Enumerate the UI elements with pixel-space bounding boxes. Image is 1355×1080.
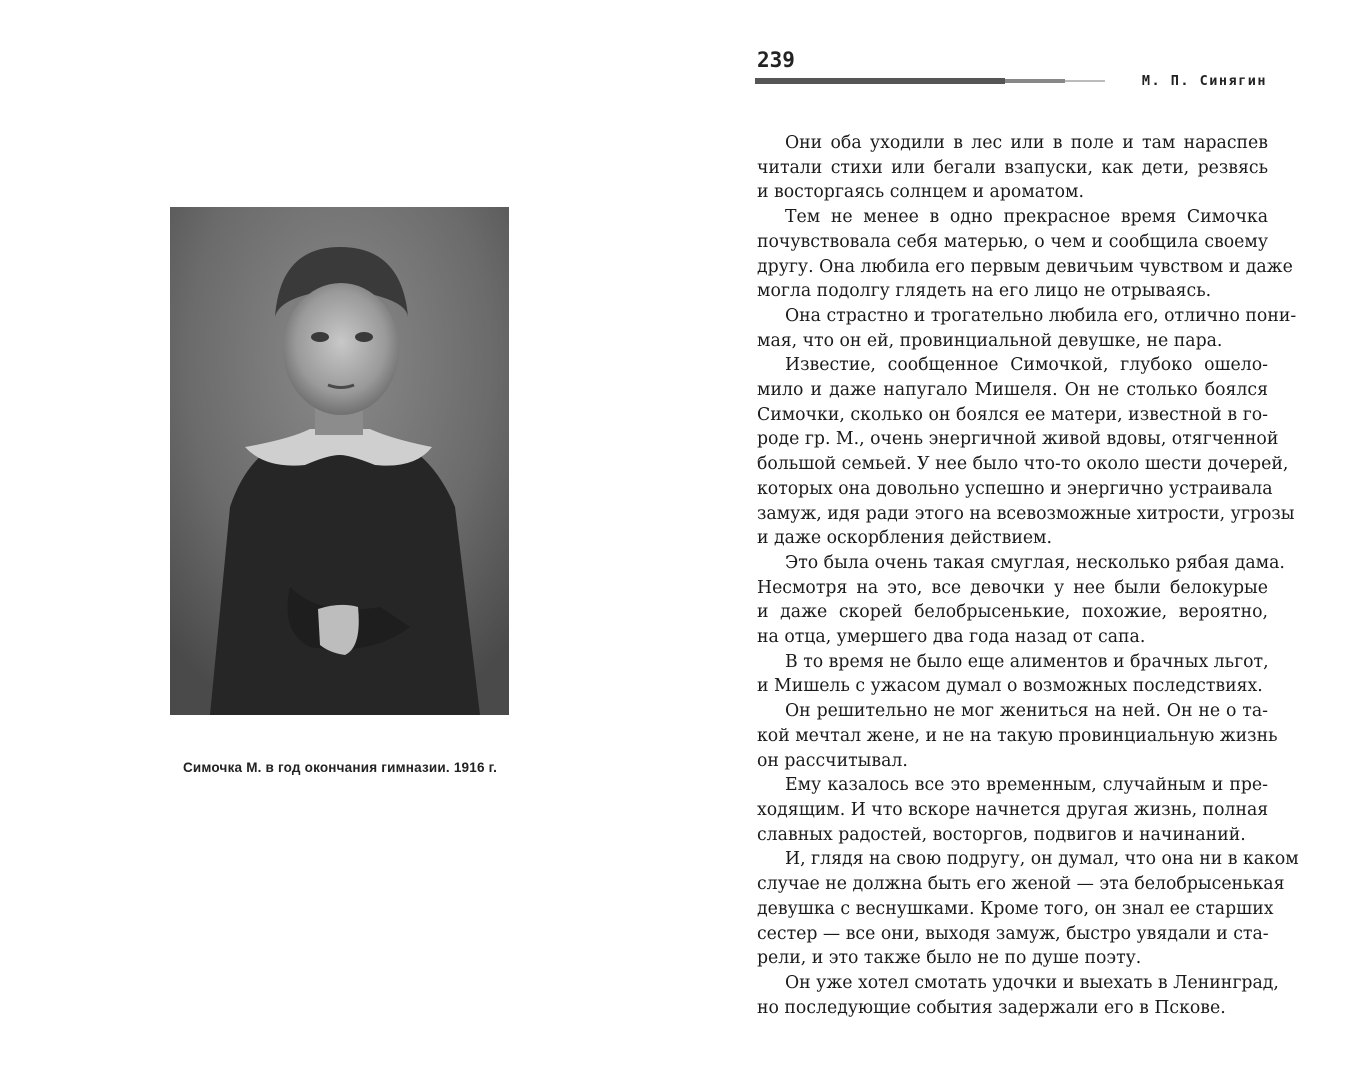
text-line: В то время не было еще алиментов и брачных льгот, xyxy=(785,651,1269,672)
text-line: и восторгаясь солнцем и ароматом. xyxy=(757,182,1084,203)
text-line: ходящим. И что вскоре начнется другая жизнь, полная xyxy=(757,799,1269,820)
text-line: рели, и это также было не по душе поэту. xyxy=(757,948,1142,969)
text-line: которых она довольно успешно и энергично устраивала xyxy=(757,478,1273,499)
paragraph xyxy=(757,551,1285,650)
text-line: мило и даже напугало Мишеля. Он не столько боялся xyxy=(757,380,1268,401)
text-line: Тем не менее в одно прекрасное время Симочка xyxy=(785,207,1268,228)
text-line: другу. Она любила его первым девичьим чувством и даже xyxy=(757,256,1293,277)
text-line: Она страстно и трогательно любила его, отлично пони- xyxy=(785,305,1297,326)
text-line: читали стихи или бегали взапуски, как дети, резвясь xyxy=(757,157,1268,178)
text-line: Они оба уходили в лес или в поле и там нараспев xyxy=(785,133,1268,153)
text-line: почувствовала себя матерью, о чем и сообщила своему xyxy=(757,231,1268,252)
text-line: могла подолгу глядеть на его лицо не отрываясь. xyxy=(757,281,1212,302)
paragraph xyxy=(757,699,1278,773)
header-rule xyxy=(755,74,1125,88)
text-line: случае не должна быть его женой — эта белобрысенькая xyxy=(757,874,1285,895)
text-line: мая, что он ей, провинциальной девушке, не пара. xyxy=(757,330,1223,351)
right-page xyxy=(677,0,1355,1080)
text-line: Он решительно не мог жениться на ней. Он не о та- xyxy=(785,701,1268,722)
paragraph xyxy=(757,971,1279,1020)
paragraph xyxy=(757,353,1295,551)
running-head: М. П. Синягин xyxy=(1141,73,1267,89)
text-line: он рассчитывал. xyxy=(757,750,908,771)
paragraph xyxy=(757,304,1297,353)
text-line: Это была очень такая смуглая, несколько рябая дама. xyxy=(785,552,1285,573)
text-line: и Мишель с ужасом думал о возможных последствиях. xyxy=(757,676,1263,697)
text-line: и даже оскорбления действием. xyxy=(757,528,1052,549)
text-line: Известие, сообщенное Симочкой, глубоко ошело- xyxy=(785,355,1268,376)
text-line: и даже скорей белобрысенькие, похожие, вероятно, xyxy=(757,602,1268,623)
text-line: на отца, умершего два года назад от сапа. xyxy=(757,627,1146,648)
text-line: Ему казалось все это временным, случайным и пре- xyxy=(785,775,1268,796)
text-line: Симочки, сколько он боялся ее матери, известной в го- xyxy=(757,404,1268,425)
text-line: Несмотря на это, все девочки у нее были белокурые xyxy=(757,577,1268,598)
body-text xyxy=(757,131,1299,1020)
text-line: роде гр. М., очень энергичной живой вдовы, отягченной xyxy=(757,429,1279,450)
paragraph xyxy=(757,773,1268,847)
text-line: девушка с веснушками. Кроме того, он знал ее старших xyxy=(757,898,1274,919)
text-line: И, глядя на свою подругу, он думал, что она ни в каком xyxy=(785,849,1299,870)
text-line: славных радостей, восторгов, подвигов и начинаний. xyxy=(757,824,1246,845)
page-number: 239 xyxy=(757,48,795,72)
text-line: замуж, идя ради этого на всевозможные хитрости, угрозы xyxy=(757,503,1295,524)
paragraph xyxy=(757,131,1268,205)
text-line: кой мечтал жене, и не на такую провинциальную жизнь xyxy=(757,725,1278,746)
text-line: Он уже хотел смотать удочки и выехать в Ленинград, xyxy=(785,972,1279,993)
text-line: сестер — все они, выходя замуж, быстро увядали и ста- xyxy=(757,923,1269,944)
paragraph xyxy=(757,205,1293,304)
photo-caption: Симочка М. в год окончания гимназии. 1916 г. xyxy=(182,760,498,775)
text-line: большой семьей. У нее было что-то около шести дочерей, xyxy=(757,454,1289,475)
paragraph xyxy=(757,650,1268,699)
text-line: но последующие события задержали его в Пскове. xyxy=(757,997,1226,1018)
portrait-photo xyxy=(170,207,509,715)
left-page xyxy=(0,0,677,1080)
paragraph xyxy=(757,847,1299,971)
